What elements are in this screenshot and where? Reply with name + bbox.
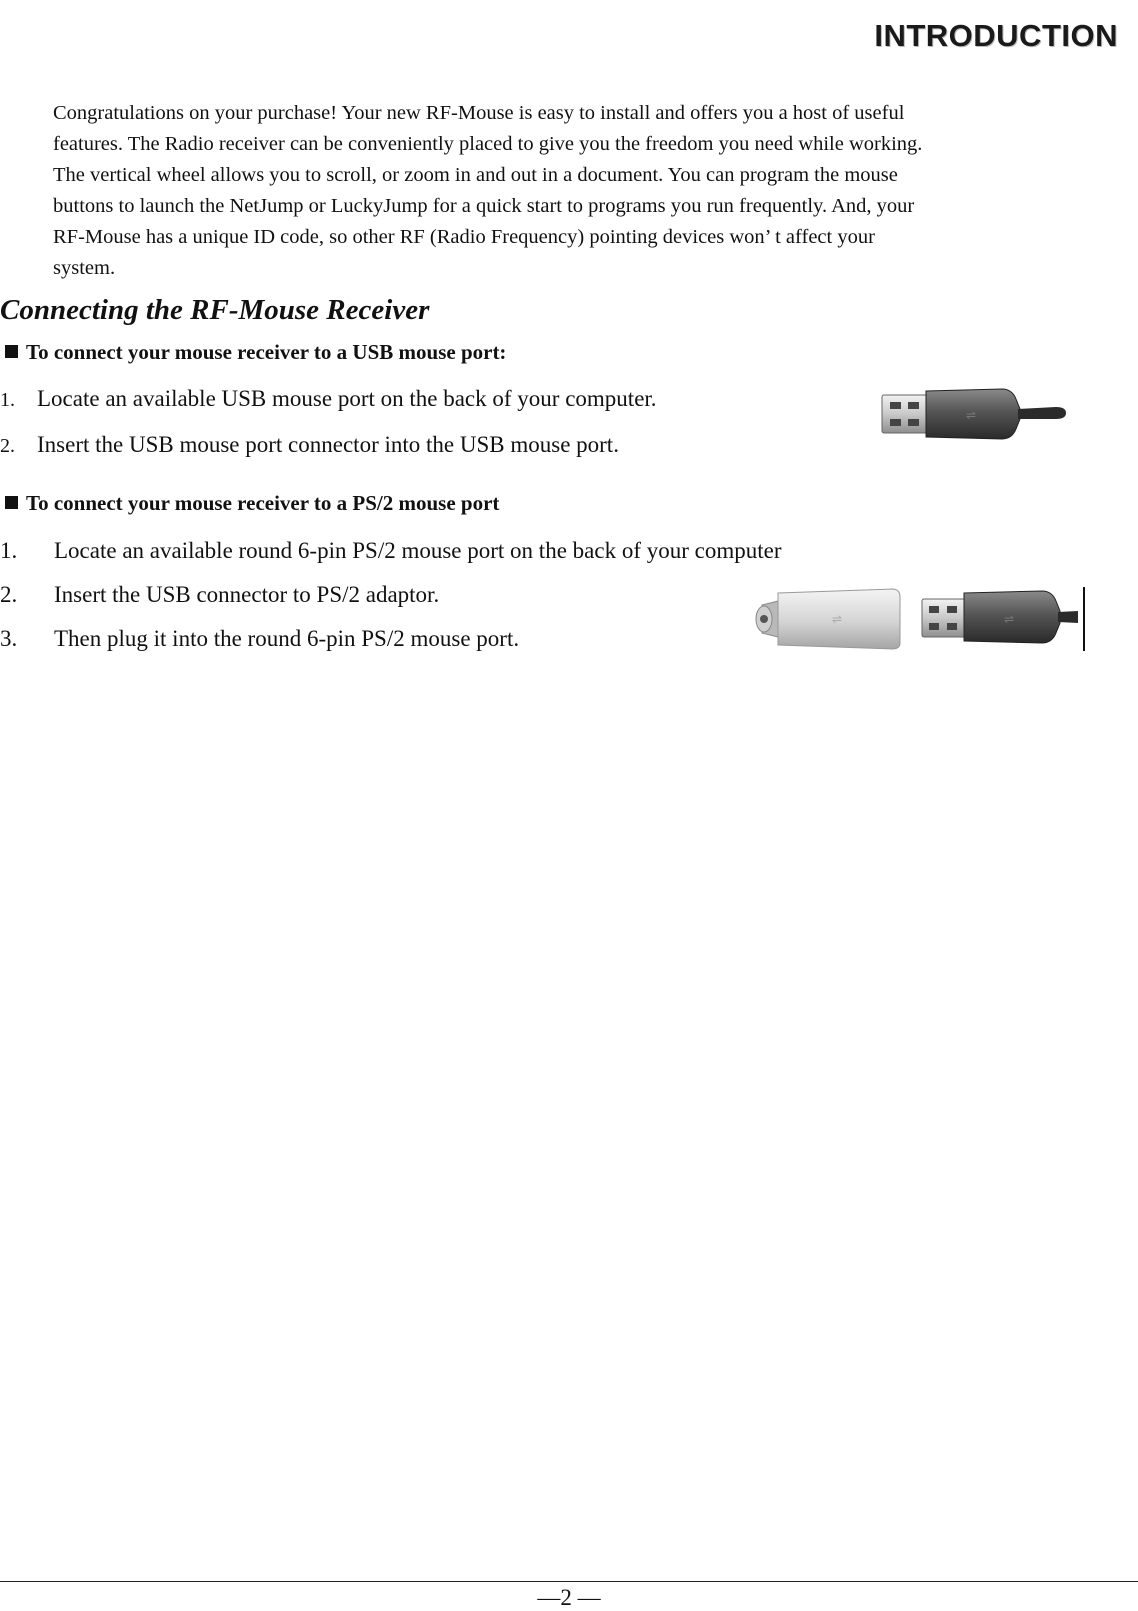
step-text: Insert the USB mouse port connector into the USB mouse port. [37, 432, 619, 457]
footer-divider [0, 1581, 1138, 1582]
step-text: Locate an available USB mouse port on the back of your computer. [37, 386, 657, 411]
intro-line: features. The Radio receiver can be conveniently placed to give you the freedom you need while working. [53, 133, 923, 155]
usb-subheading [5, 340, 506, 365]
step-text: Locate an available round 6-pin PS/2 mouse port on the back of your computer [54, 538, 782, 563]
page-header-title: INTRODUCTION [874, 18, 1118, 53]
intro-line: The vertical wheel allows you to scroll, or zoom in and out in a document. You can program the mouse [53, 164, 898, 186]
step-text: Then plug it into the round 6-pin PS/2 mouse port. [54, 626, 520, 651]
ps2-step [0, 538, 782, 564]
svg-text:⇌: ⇌ [832, 612, 843, 626]
step-text: Insert the USB connector to PS/2 adaptor. [54, 582, 440, 607]
step-number: 2. [0, 582, 18, 607]
square-bullet-icon [5, 345, 18, 358]
svg-text:⇌: ⇌ [1004, 612, 1015, 626]
usb-step [0, 386, 657, 412]
intro-paragraph [53, 98, 1133, 284]
intro-line: system. [53, 257, 116, 279]
intro-line: buttons to launch the NetJump or LuckyJump for a quick start to programs you run frequently. And, your [53, 195, 915, 217]
usb-subheading-text: To connect your mouse receiver to a USB mouse port: [26, 340, 507, 364]
ps2-adapter-icon [752, 585, 1092, 653]
section-heading: Connecting the RF-Mouse Receiver [0, 294, 430, 326]
usb-connector-icon [880, 385, 1070, 447]
square-bullet-icon [5, 496, 18, 509]
step-number: 3. [0, 626, 18, 651]
ps2-step [0, 582, 439, 608]
ps2-step [0, 626, 519, 652]
step-number: 2. [0, 435, 15, 457]
usb-step [0, 432, 619, 458]
ps2-subheading-text: To connect your mouse receiver to a PS/2 mouse port [26, 491, 500, 515]
intro-line: Congratulations on your purchase! Your new RF-Mouse is easy to install and offers you a host of useful [53, 102, 905, 124]
intro-line: RF-Mouse has a unique ID code, so other RF (Radio Frequency) pointing devices won’ t affect your [53, 226, 875, 248]
step-number: 1. [0, 538, 18, 563]
svg-text:⇌: ⇌ [966, 408, 977, 422]
step-number: 1. [0, 389, 15, 411]
page-number: —2 — [537, 1585, 601, 1610]
ps2-subheading [5, 491, 499, 516]
